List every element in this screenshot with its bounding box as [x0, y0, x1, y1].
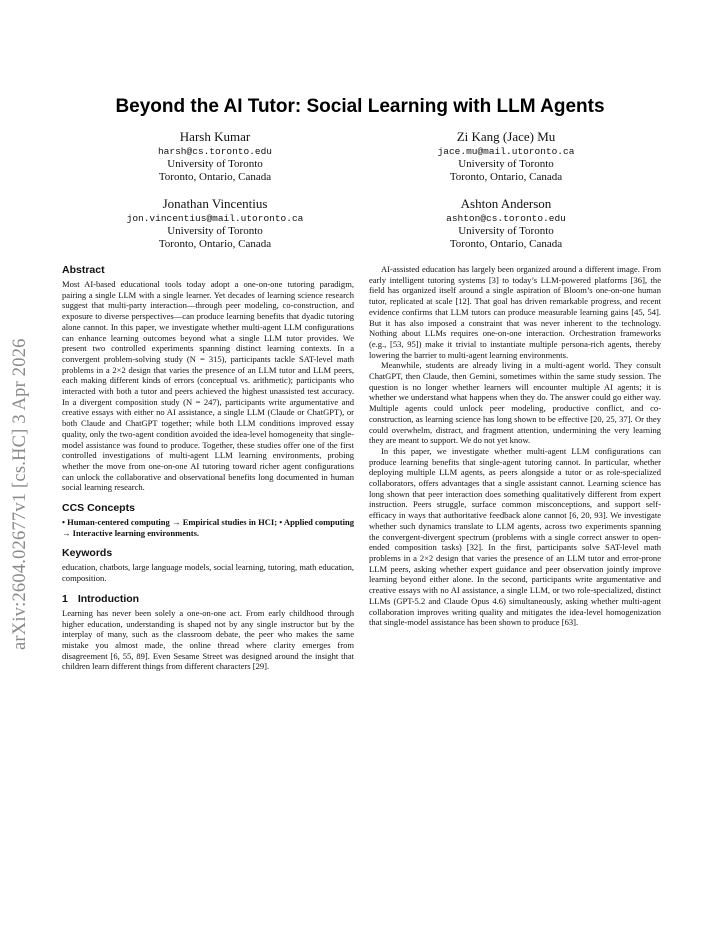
- author-block-1: [100, 129, 330, 184]
- ccs-concepts-text: • Human-centered computing → Empirical studies in HCI; • Applied computing → Interactive learning environments.: [62, 517, 354, 538]
- author-affiliation: University of Toronto: [167, 158, 263, 170]
- intro-paragraph: AI-assisted education has largely been organized around a different image. From early intelligent tutoring systems [3] to today’s LLM-powered platforms [36], the field has organized itself around a single aspiration of Bloom’s one-on-one human tutor, replicated at scale [12]. That goal has driven remarkable progress, and recent evidence confirms that LLM tutors can produce measurable learning gains [45, 54]. But it has also imposed a constraint that was never inherent to the technology. Nothing about LLMs requires one-on-one interaction. Orchestration frameworks (e.g., [53, 95]) make it trivial to instantiate multiple persona-rich agents, thereby lowering the barrier to multi-agent learning environments.: [369, 264, 661, 360]
- author-location: Toronto, Ontario, Canada: [449, 238, 563, 250]
- author-affiliation: University of Toronto: [458, 158, 554, 170]
- section-title: Introduction: [77, 592, 140, 605]
- author-location: Toronto, Ontario, Canada: [158, 171, 272, 183]
- section-number: 1: [62, 592, 68, 605]
- author-name: Zi Kang (Jace) Mu: [456, 129, 556, 144]
- abstract-text: Most AI-based educational tools today adopt a one-on-one tutoring paradigm, pairing a single LLM with a single learner. Yet decades of learning science research suggest that multi-party interaction—through peer modeling, co-construction, and exposure to diverse perspectives—can produce learning benefits that dyadic tutoring alone cannot. In this paper, we investigate whether multi-agent LLM configurations can enhance learning outcomes beyond what a single LLM tutor provides. We present two controlled experiments spanning distinct learning contexts. In a convergent problem-solving study (N = 315), participants tackle SAT-level math problems in a 2×2 design that varies the presence of an LLM tutor and LLM peers, each making different kinds of errors (conceptual vs. arithmetic); participants who interacted with both a tutor and peers achieved the highest unassisted test accuracy. In a divergent composition study (N = 247), participants write argumentative and creative essays with either no AI assistance, a single LLM (Claude or ChatGPT), or both Claude and ChatGPT together; while both LLM conditions improved essay quality, only the two-agent condition avoided the idea-level homogeneity that single-model assistance was found to produce. Together, these studies offer one of the first controlled investigations of multi-agent LLM learning environments, probing whether the move from one-on-one AI tutoring toward richer agent configurations can unlock the collaborative and observational benefits long documented in human social learning research.: [62, 279, 354, 493]
- abstract-heading: Abstract: [62, 264, 105, 276]
- author-block-4: [391, 196, 621, 251]
- paper-title: Beyond the AI Tutor: Social Learning with LLM Agents: [115, 96, 605, 117]
- author-email[interactable]: jon.vincentius@mail.utoronto.ca: [126, 213, 304, 224]
- author-name: Jonathan Vincentius: [162, 196, 268, 211]
- arxiv-identifier[interactable]: arXiv:2604.02677v1 [cs.HC] 3 Apr 2026: [10, 338, 30, 650]
- intro-paragraph: Meanwhile, students are already living in a multi-agent world. They consult ChatGPT, then Claude, then Gemini, sometimes within the same study session. The question is no longer whether learners will encounter multiple AI agents; it is whether we understand what happens when they do. The answer could go either way. Multiple agents could unlock peer modeling, productive conflict, and co-construction, as learning science has long shown to be effective [20, 25, 37]. Or they could overwhelm, distract, and fragment attention, undermining the very learning they are meant to support. We do not yet know.: [369, 360, 661, 446]
- author-affiliation: University of Toronto: [458, 225, 554, 237]
- right-column: [369, 264, 661, 628]
- author-block-3: [100, 196, 330, 251]
- left-column: [62, 264, 354, 672]
- author-email[interactable]: harsh@cs.toronto.edu: [157, 146, 273, 157]
- intro-paragraph: Learning has never been solely a one-on-one act. From early childhood through higher education, understanding is shaped not by any single instructor but by the interplay of many, such as the classroom debate, the peer who makes the same mistake you almost made, the online thread where clarity emerges from disagreement [6, 55, 89]. Even Sesame Street was designed around the insight that children learn different things from different characters [29].: [62, 607, 354, 672]
- author-name: Harsh Kumar: [179, 129, 251, 144]
- introduction-heading: [62, 593, 354, 606]
- author-block-2: [391, 129, 621, 184]
- keywords-text: education, chatbots, large language models, social learning, tutoring, math education, composition.: [62, 562, 354, 584]
- author-location: Toronto, Ontario, Canada: [449, 171, 563, 183]
- author-affiliation: University of Toronto: [167, 225, 263, 237]
- author-email[interactable]: jace.mu@mail.utoronto.ca: [437, 146, 575, 157]
- intro-paragraph: In this paper, we investigate whether multi-agent LLM configurations can produce learning benefits that single-agent tutoring cannot. In particular, whether deploying multiple LLM agents, as peers alongside a tutor or as role-specialized collaborators, offers advantages that a single assistant cannot. Learning science has long shown that peer interaction does something qualitatively different from expert instruction. Peers struggle, surface common misconceptions, and support self-efficacy in ways that authoritative feedback alone cannot [6, 20, 93]. We investigate whether such dynamics translate to LLM agents, across two experiments spanning the convergent-divergent spectrum (problems with a single correct answer to open-ended composition tasks) [32]. In the first, participants solve SAT-level math problems in a 2×2 design that varies the presence of an LLM tutor and error-prone LLM peers, asking whether expert guidance and peer observation jointly improve learning beyond either alone. In the second, participants write argumentative and creative essays with no AI assistance, a single LLM, or two role-specialized, distinct LLMs (GPT-5.2 and Claude Opus 4.6) simultaneously, asking whether multi-agent collaboration improves writing quality and mitigates the idea-level homogenization that single-model assistance has been shown to produce [63].: [369, 445, 661, 628]
- author-email[interactable]: ashton@cs.toronto.edu: [446, 213, 566, 224]
- keywords-heading: Keywords: [62, 547, 113, 560]
- ccs-heading: CCS Concepts: [62, 502, 135, 515]
- author-name: Ashton Anderson: [460, 196, 552, 211]
- author-location: Toronto, Ontario, Canada: [158, 238, 272, 250]
